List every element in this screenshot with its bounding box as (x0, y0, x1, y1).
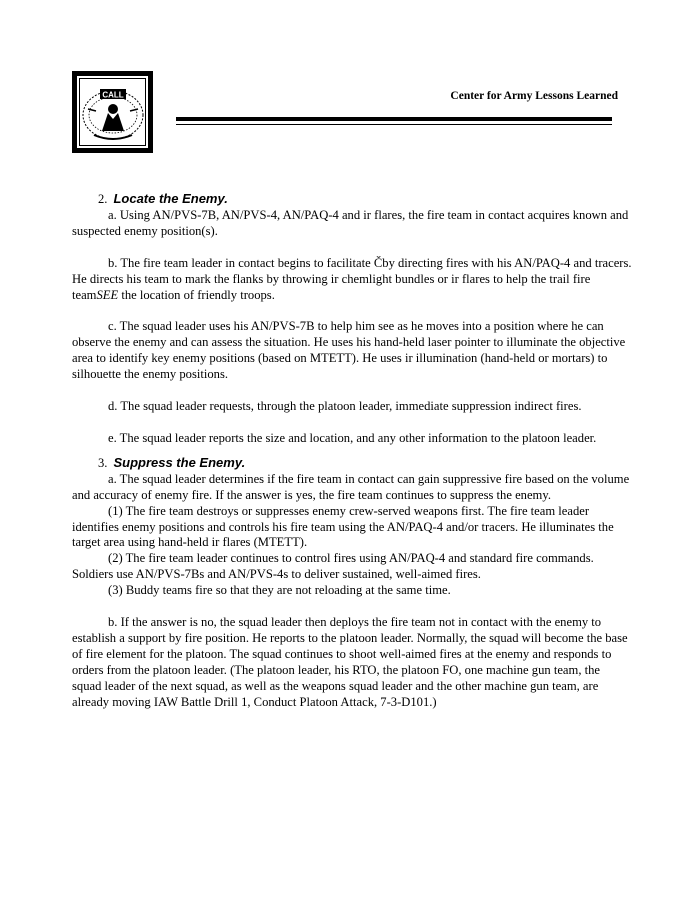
paragraph-b-text: b. The fire team leader in contact begins to facilitate Čby directing fires with his AN/PAQ-4 and tracers. He directs his team to mark the flanks by throwing ir chemlight bundles or ir flares to help the trail fire team (72, 255, 632, 302)
call-logo (72, 71, 153, 153)
section-number: 3. (98, 455, 108, 470)
header-rule-thin (176, 124, 612, 125)
paragraph-locate-e: e. The squad leader reports the size and location, and any other information to the platoon leader. (108, 430, 597, 445)
paragraph-suppress-b: b. If the answer is no, the squad leader then deploys the fire team not in contact with the enemy to establish a support by fire position. He reports to the platoon leader. Normally, the squad will become the base of fire element for the platoon. The squad continues to shoot well-aimed fires at the enemy and responds to orders from the platoon leader. (The platoon leader, his RTO, the platoon FO, one machine gun team, the squad leader of the next squad, as well as the weapons squad leader and the other machine gun team, are already moving IAW Battle Drill 1, Conduct Platoon Attack, 7-3-D101.) (72, 615, 628, 709)
paragraph-b-text-end: the location of friendly troops. (118, 287, 275, 302)
logo-text: CALL (102, 90, 124, 100)
header-title: Center for Army Lessons Learned (450, 90, 618, 102)
paragraph-suppress-a3: (3) Buddy teams fire so that they are not reloading at the same time. (108, 583, 451, 598)
section-heading-suppress (72, 455, 632, 472)
paragraph-locate-d: d. The squad leader requests, through the platoon leader, immediate suppression indirect fires. (108, 399, 582, 414)
paragraph-b-emphasis: SEE (96, 287, 119, 302)
section-heading-locate (72, 191, 632, 208)
document-body (72, 191, 632, 710)
paragraph-locate-a: a. Using AN/PVS-7B, AN/PVS-4, AN/PAQ-4 and ir flares, the fire team in contact acquires known and suspected enemy position(s). (72, 207, 629, 238)
call-emblem-art (80, 79, 146, 146)
section-number: 2. (98, 192, 108, 206)
paragraph-locate-c: c. The squad leader uses his AN/PVS-7B to help him see as he moves into a position where he can observe the enemy and can assess the situation. He uses his hand-held laser pointer to illuminate the objective area to identify key enemy positions (based on MTETT). He uses ir illumination (hand-held or mortars) to silhouette the enemy positions. (72, 319, 626, 382)
paragraph-suppress-a: a. The squad leader determines if the fire team in contact can gain suppressive fire based on the volume and accuracy of enemy fire. If the answer is yes, the fire team continues to suppress the enemy. (72, 471, 630, 502)
section-title: Suppress the Enemy. (113, 454, 246, 470)
header-rule-thick (176, 117, 612, 121)
paragraph-suppress-a2: (2) The fire team leader continues to control fires using AN/PAQ-4 and standard fire commands. Soldiers use AN/PVS-7Bs and AN/PVS-4s to deliver sustained, well-aimed fires. (72, 551, 594, 582)
paragraph-locate-b (72, 256, 632, 304)
paragraph-suppress-a1: (1) The fire team destroys or suppresses enemy crew-served weapons first. The fire team leader identifies enemy positions and controls his fire team using the AN/PAQ-4 and/or tracers. He illuminates the target area using hand-held ir flares (MTETT). (72, 503, 614, 550)
call-emblem-icon (79, 78, 146, 146)
section-title: Locate the Enemy. (113, 191, 228, 206)
